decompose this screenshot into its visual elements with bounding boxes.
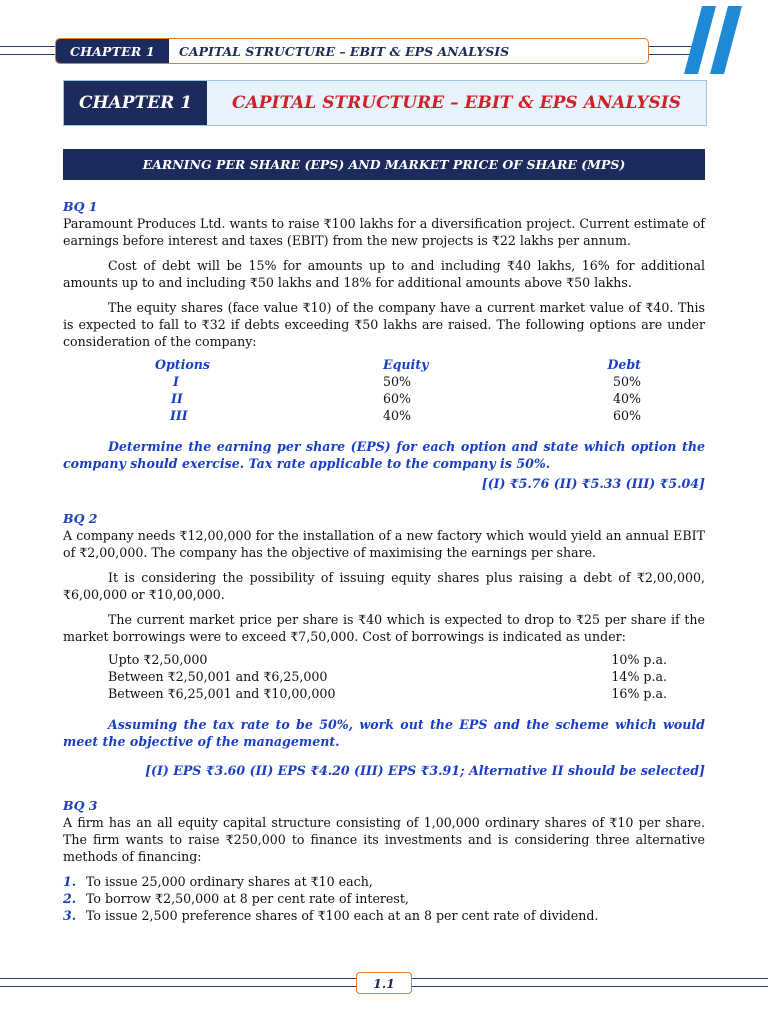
table-cell: 40%: [613, 391, 641, 406]
table-row: [63, 373, 705, 390]
table-cell: Between ₹2,50,001 and ₹6,25,000: [108, 669, 328, 684]
page-number: 1.1: [356, 972, 412, 994]
table-cell: 50%: [383, 374, 411, 389]
table-cell: Between ₹6,25,001 and ₹10,00,000: [108, 686, 336, 701]
list-text: To borrow ₹2,50,000 at 8 per cent rate of interest,: [86, 891, 409, 906]
bq2-paragraph-3: The current market price per share is ₹40 which is expected to drop to ₹25 per share if the market borrowings were to exceed ₹7,50,000. Cost of borrowings is indicated as under:: [63, 612, 705, 644]
table-header-row: [63, 356, 705, 373]
table-cell: Upto ₹2,50,000: [108, 652, 208, 667]
table-row: [63, 668, 705, 685]
table-row: [63, 407, 705, 424]
list-text: To issue 2,500 preference shares of ₹100 each at an 8 per cent rate of dividend.: [86, 908, 599, 923]
chapter-label: CHAPTER 1: [64, 81, 207, 125]
chapter-title: CAPITAL STRUCTURE – EBIT & EPS ANALYSIS: [231, 93, 682, 113]
table-cell: 60%: [383, 391, 411, 406]
list-text: To issue 25,000 ordinary shares at ₹10 each,: [86, 874, 373, 889]
list-item: [63, 890, 705, 907]
bq1-paragraph-1: Paramount Produces Ltd. wants to raise ₹100 lakhs for a diversification project. Current estimate of earnings before interest and taxes (EBIT) from the new projects is ₹22 lakhs per annum.: [63, 216, 705, 248]
bq1-label: BQ 1: [63, 199, 98, 214]
table-row: [63, 390, 705, 407]
bq2-answer: [(I) EPS ₹3.60 (II) EPS ₹4.20 (III) EPS ₹3.91; Alternative II should be selected]: [145, 763, 705, 778]
table-cell: 60%: [613, 408, 641, 423]
table-cell: 40%: [383, 408, 411, 423]
running-header-title: CAPITAL STRUCTURE – EBIT & EPS ANALYSIS: [178, 43, 510, 59]
bq2-label: BQ 2: [63, 511, 98, 526]
bq1-paragraph-2: Cost of debt will be 15% for amounts up to and including ₹40 lakhs, 16% for additional amounts up to and including ₹50 lakhs and 18% for additional amounts above ₹50 lakhs.: [63, 258, 705, 290]
table-header-debt: Debt: [607, 357, 641, 372]
table-cell: 16% p.a.: [611, 686, 667, 701]
bq2-paragraph-2: It is considering the possibility of issuing equity shares plus raising a debt of ₹2,00,000, ₹6,00,000 or ₹10,00,000.: [63, 570, 705, 602]
table-cell: 50%: [613, 374, 641, 389]
bq2-question: Assuming the tax rate to be 50%, work out the EPS and the scheme which would meet the objective of the management.: [63, 717, 705, 749]
table-cell: II: [171, 391, 183, 406]
bq2-paragraph-1: A company needs ₹12,00,000 for the installation of a new factory which would yield an annual EBIT of ₹2,00,000. The company has the objective of maximising the earnings per share.: [63, 528, 705, 560]
bq3-label: BQ 3: [63, 798, 98, 813]
bq1-answer: [(I) ₹5.76 (II) ₹5.33 (III) ₹5.04]: [481, 476, 705, 491]
table-row: [63, 685, 705, 702]
list-number: 1.: [63, 874, 77, 889]
list-item: [63, 907, 705, 924]
running-header: [55, 38, 649, 64]
bq3-paragraph-1: A firm has an all equity capital structure consisting of 1,00,000 ordinary shares of ₹10 per share. The firm wants to raise ₹250,000 to finance its investments and is considering three alternative methods of financing:: [63, 815, 705, 864]
table-header-options: Options: [155, 357, 211, 372]
section-title: EARNING PER SHARE (EPS) AND MARKET PRICE OF SHARE (MPS): [63, 149, 705, 180]
chapter-banner: [63, 80, 707, 126]
bq1-question: Determine the earning per share (EPS) for each option and state which option the company should exercise. Tax rate applicable to the company is 50%.: [63, 439, 705, 471]
bq3-financing-list: [63, 873, 705, 924]
bq2-borrowing-rates-table: [63, 651, 705, 702]
list-number: 3.: [63, 908, 77, 923]
table-cell: I: [173, 374, 179, 389]
bq1-paragraph-3: The equity shares (face value ₹10) of the company have a current market value of ₹40. This is expected to fall to ₹32 if debts exceeding ₹50 lakhs are raised. The following options are under consideration of the company:: [63, 300, 705, 349]
page-content: [63, 198, 705, 924]
table-cell: III: [170, 408, 188, 423]
running-header-chapter: CHAPTER 1: [56, 39, 169, 63]
list-number: 2.: [63, 891, 77, 906]
table-cell: 14% p.a.: [611, 669, 667, 684]
list-item: [63, 873, 705, 890]
double-slash-logo-icon: [680, 6, 750, 76]
table-header-equity: Equity: [383, 357, 429, 372]
bq1-options-table: [63, 356, 705, 424]
table-row: [63, 651, 705, 668]
table-cell: 10% p.a.: [611, 652, 667, 667]
